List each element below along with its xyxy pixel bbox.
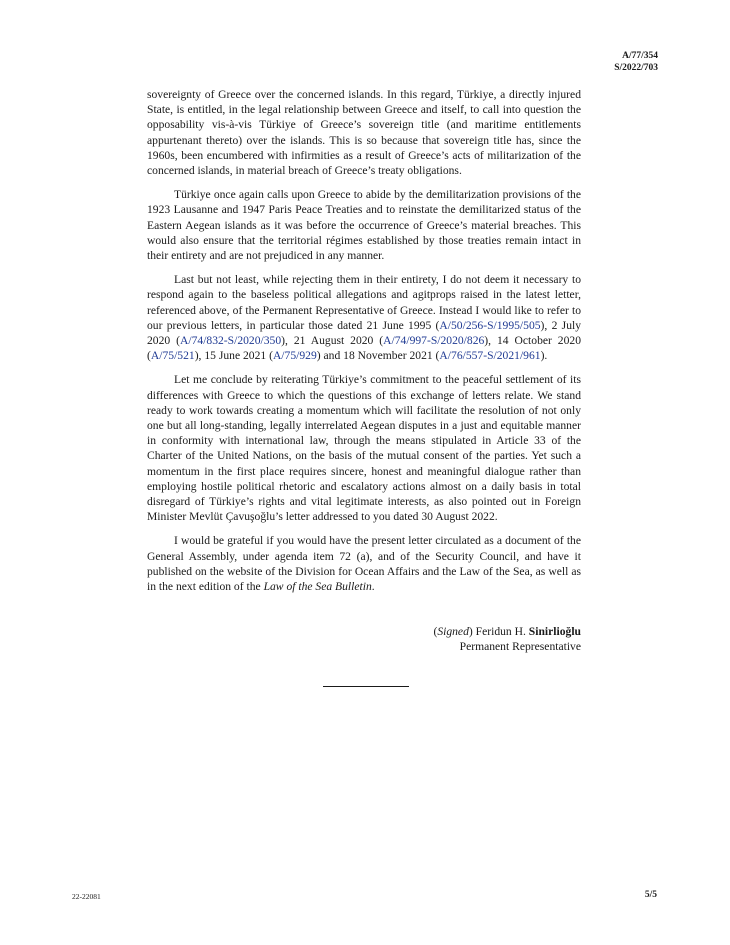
- signed-label: Signed: [437, 625, 469, 638]
- text-segment: .: [371, 580, 375, 594]
- signer-last-name: Sinirlioğlu: [528, 625, 581, 638]
- text-segment: ), 2 July 2020 (: [147, 318, 582, 348]
- text-segment: ), 21 August 2020 (: [281, 334, 384, 348]
- end-rule: [323, 686, 409, 687]
- document-link[interactable]: A/50/256-S/1995/505: [439, 318, 541, 332]
- paragraph-5: [147, 533, 581, 594]
- document-link[interactable]: A/74/997-S/2020/826: [383, 334, 485, 348]
- text-segment: ).: [540, 349, 548, 363]
- ga-symbol: A/77/354: [622, 51, 658, 61]
- paragraph-3: [147, 272, 581, 363]
- publication-title: Law of the Sea Bulletin: [263, 580, 372, 594]
- text-segment: ), 14 October 2020 (: [147, 334, 581, 363]
- signer-title: Permanent Representative: [459, 640, 581, 654]
- document-symbol: [614, 50, 658, 74]
- paragraph-4: Let me conclude by reiterating Türkiye’s commitment to the peaceful settlement of its differences with Greece to which the questions of this exchange of letters relate. We stand ready to work towards creating a momentum which will facilitate the resolution of not only one but all long-standing, legally interrelated Aegean disputes in a just and equitable manner in conformity with international law, through the means stipulated in Article 33 of the Charter of the United Nations, on the basis of the mutual consent of the parties. Yet such a momentum in the first place requires sincere, honest and meaningful dialogue rather than employing hostile political rhetoric and escalatory actions almost on a daily basis in total disregard of Türkiye’s rights and vital legitimate interests, as also pointed out in Foreign Minister Mevlüt Çavuşoğlu’s letter addressed to you dated 30 August 2022.: [147, 373, 581, 524]
- paragraph-1: sovereignty of Greece over the concerned islands. In this regard, Türkiye, a directly injured State, is entitled, in the legal relationship between Greece and itself, to call into question the opposability vis-à-vis Türkiye of Greece’s sovereign title (and maritime entitlements appurtenant thereto) over the islands. This is so because that sovereign title has, since the 1960s, been encumbered with infirmities as a result of Greece’s acts of militarization of the concerned islands, in material breach of Greece’s treaty obligations.: [147, 88, 581, 178]
- document-link[interactable]: A/76/557-S/2021/961: [439, 349, 541, 363]
- signer-first-name: Feridun H.: [475, 625, 526, 638]
- text-segment: Last but not least, while rejecting them in their entirety, I do not deem it necessary to respond again to the baseless political allegations and agitprops raised in the latest letter, referenced above, of the Permanent Representative of Greece. Instead I would like to refer to our previous letters, in particular those dated 21 June 1995 (: [147, 273, 581, 332]
- document-link[interactable]: A/75/521: [150, 349, 195, 363]
- signer-line: (Signed) Feridun H. Sinirlioğlu: [433, 625, 581, 638]
- sc-symbol: S/2022/703: [614, 63, 658, 73]
- letter-body: [147, 87, 581, 603]
- text-segment: I would be grateful if you would have the present letter circulated as a document of the General Assembly, under agenda item 72 (a), and of the Security Council, and have it published on the website of the Division for Ocean Affairs and the Law of the Sea, as well as in the next edition of the: [147, 534, 581, 594]
- signature-block: [433, 624, 581, 654]
- text-segment: ) and 18 November 2021 (: [316, 349, 440, 363]
- paragraph-2: Türkiye once again calls upon Greece to abide by the demilitarization provisions of the 1923 Lausanne and 1947 Paris Peace Treaties and to reinstate the demilitarized status of the Eastern Aegean islands as it was before the occurrence of Greece’s material breaches. This would also ensure that the territorial régimes established by those treaties remain intact in their entirety and are not prejudiced in any manner.: [147, 188, 581, 263]
- text-segment: ), 15 June 2021 (: [194, 349, 273, 363]
- document-link[interactable]: A/75/929: [272, 349, 317, 363]
- document-link[interactable]: A/74/832-S/2020/350: [180, 334, 282, 348]
- page-number: 5/5: [644, 890, 657, 900]
- document-number: 22-22081: [72, 892, 101, 901]
